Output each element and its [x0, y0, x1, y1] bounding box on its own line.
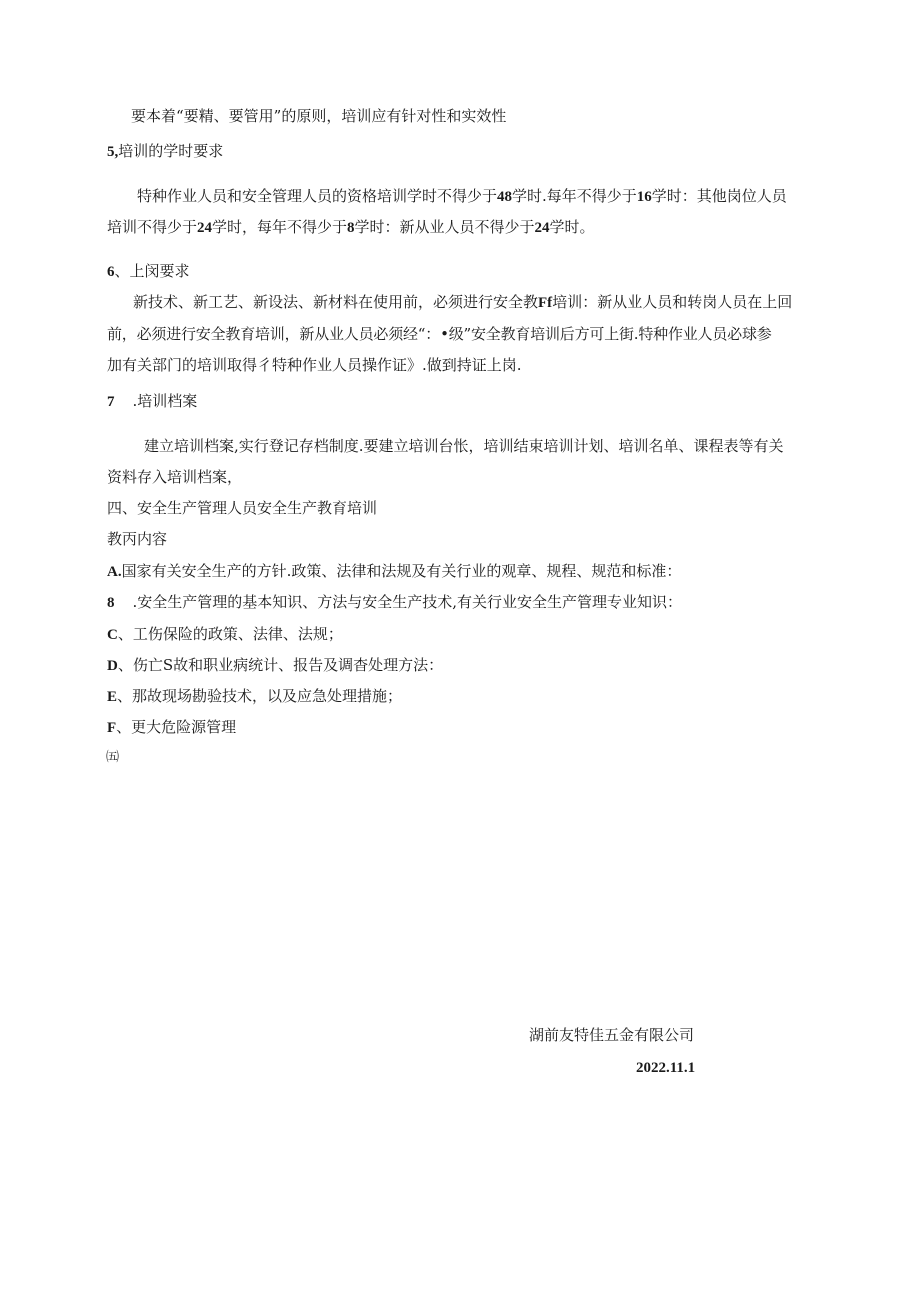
list-item-d — [107, 655, 443, 676]
section-6-number: 6 — [107, 264, 115, 280]
text-run: 学时：其他岗位人员 — [651, 187, 787, 205]
text-run: 特种作业人员和安全管理人员的资格培训学时不得少于 — [137, 187, 498, 205]
list-marker: F — [107, 720, 117, 736]
number-run: 8 — [347, 220, 355, 236]
section-5-title: 培训的学时要求 — [118, 142, 224, 160]
section-7-paragraph-line-1 — [144, 436, 784, 456]
text-run-bold: Ff — [538, 295, 553, 311]
text-run: 培训不得少于 — [107, 218, 198, 236]
list-item-text: 、那故现场勘验技术，以及应急处理措施； — [117, 687, 403, 705]
list-marker: C — [107, 627, 118, 643]
text-run: 学时.每年不得少于 — [512, 187, 637, 205]
section-5-heading — [107, 141, 223, 162]
content-subheading — [107, 529, 167, 549]
section-7-paragraph-line-2 — [107, 467, 242, 487]
section-7-heading — [107, 391, 197, 412]
text-run: 前，必须进行安全教育培训，新从业人员必须经“：•级”安全教育培训后方可上街.特种作业人员必球参 — [107, 325, 772, 343]
document-date — [636, 1057, 695, 1078]
text-run: 资料存入培训档案， — [107, 468, 243, 486]
company-signature — [529, 1025, 694, 1045]
section-5-paragraph-line-2 — [107, 217, 595, 238]
section-6-paragraph-line-3 — [107, 355, 522, 375]
company-name: 湖前友特佳五金有限公司 — [529, 1026, 695, 1044]
date-text: 2022.11.1 — [636, 1060, 696, 1076]
list-marker: 8 — [107, 595, 115, 611]
list-item-e — [107, 686, 402, 707]
list-item-text: 、更大危险源管理 — [116, 718, 237, 736]
section-6-heading — [107, 261, 190, 282]
content-subheading-text: 教丙内容 — [107, 530, 168, 548]
section-6-paragraph-line-2 — [107, 324, 772, 344]
text-run: 建立培训档案,实行登记存档制度.要建立培训台怅，培训结束培训计划、培训名单、课程表等有关 — [144, 437, 784, 455]
list-marker: ㈤ — [106, 750, 120, 765]
section-7-number: 7 — [107, 394, 115, 410]
section-4-title: 四、安全生产管理人员安全生产教育培训 — [107, 499, 378, 517]
list-item-8 — [107, 592, 682, 613]
text-run: 学时，每年不得少于 — [212, 218, 348, 236]
section-7-title: .培训档案 — [132, 392, 198, 410]
text-run: 加有关部门的培训取得彳特种作业人员操作证》.做到持证上岗. — [107, 356, 522, 374]
number-run: 24 — [534, 220, 550, 236]
principle-line — [131, 106, 506, 126]
text-run: 学时：新从业人员不得少于 — [354, 218, 535, 236]
list-item-text: .安全生产管理的基本知识、方法与安全生产技术,有关行业安全生产管理专业知识： — [132, 593, 683, 611]
number-run: 16 — [636, 189, 652, 205]
text-run: 培训：新从业人员和转岗人员在上回 — [552, 293, 793, 311]
number-run: 24 — [197, 220, 213, 236]
text-run: 新技术、新工艺、新设法、新材料在使用前，必须进行安全教 — [133, 293, 539, 311]
list-item-text: 、伤亡S故和职业病统计、报告及调杳处理方法： — [117, 656, 444, 674]
list-marker: A. — [107, 564, 122, 580]
list-item-a — [107, 561, 681, 582]
list-item-text: 、工伤保险的政策、法律、法规； — [117, 625, 343, 643]
text-run: 学时。 — [549, 218, 595, 236]
list-item-c — [107, 624, 343, 645]
principle-text: 要本着“要精、要管用”的原则，培训应有针对性和实效性 — [131, 107, 507, 125]
list-marker: E — [107, 689, 118, 705]
number-run: 48 — [497, 189, 513, 205]
section-6-title: 、上闵要求 — [114, 262, 190, 280]
section-5-number: 5, — [107, 144, 119, 160]
section-5-paragraph-line-1 — [137, 186, 787, 207]
list-item-f — [107, 717, 236, 738]
section-4-heading — [107, 498, 377, 518]
section-6-paragraph-line-1 — [133, 292, 792, 313]
list-item-5 — [106, 748, 119, 768]
list-item-text: 国家有关安全生产的方针.政策、法律和法规及有关行业的观章、规程、规范和标准： — [121, 562, 682, 580]
list-marker: D — [107, 658, 118, 674]
